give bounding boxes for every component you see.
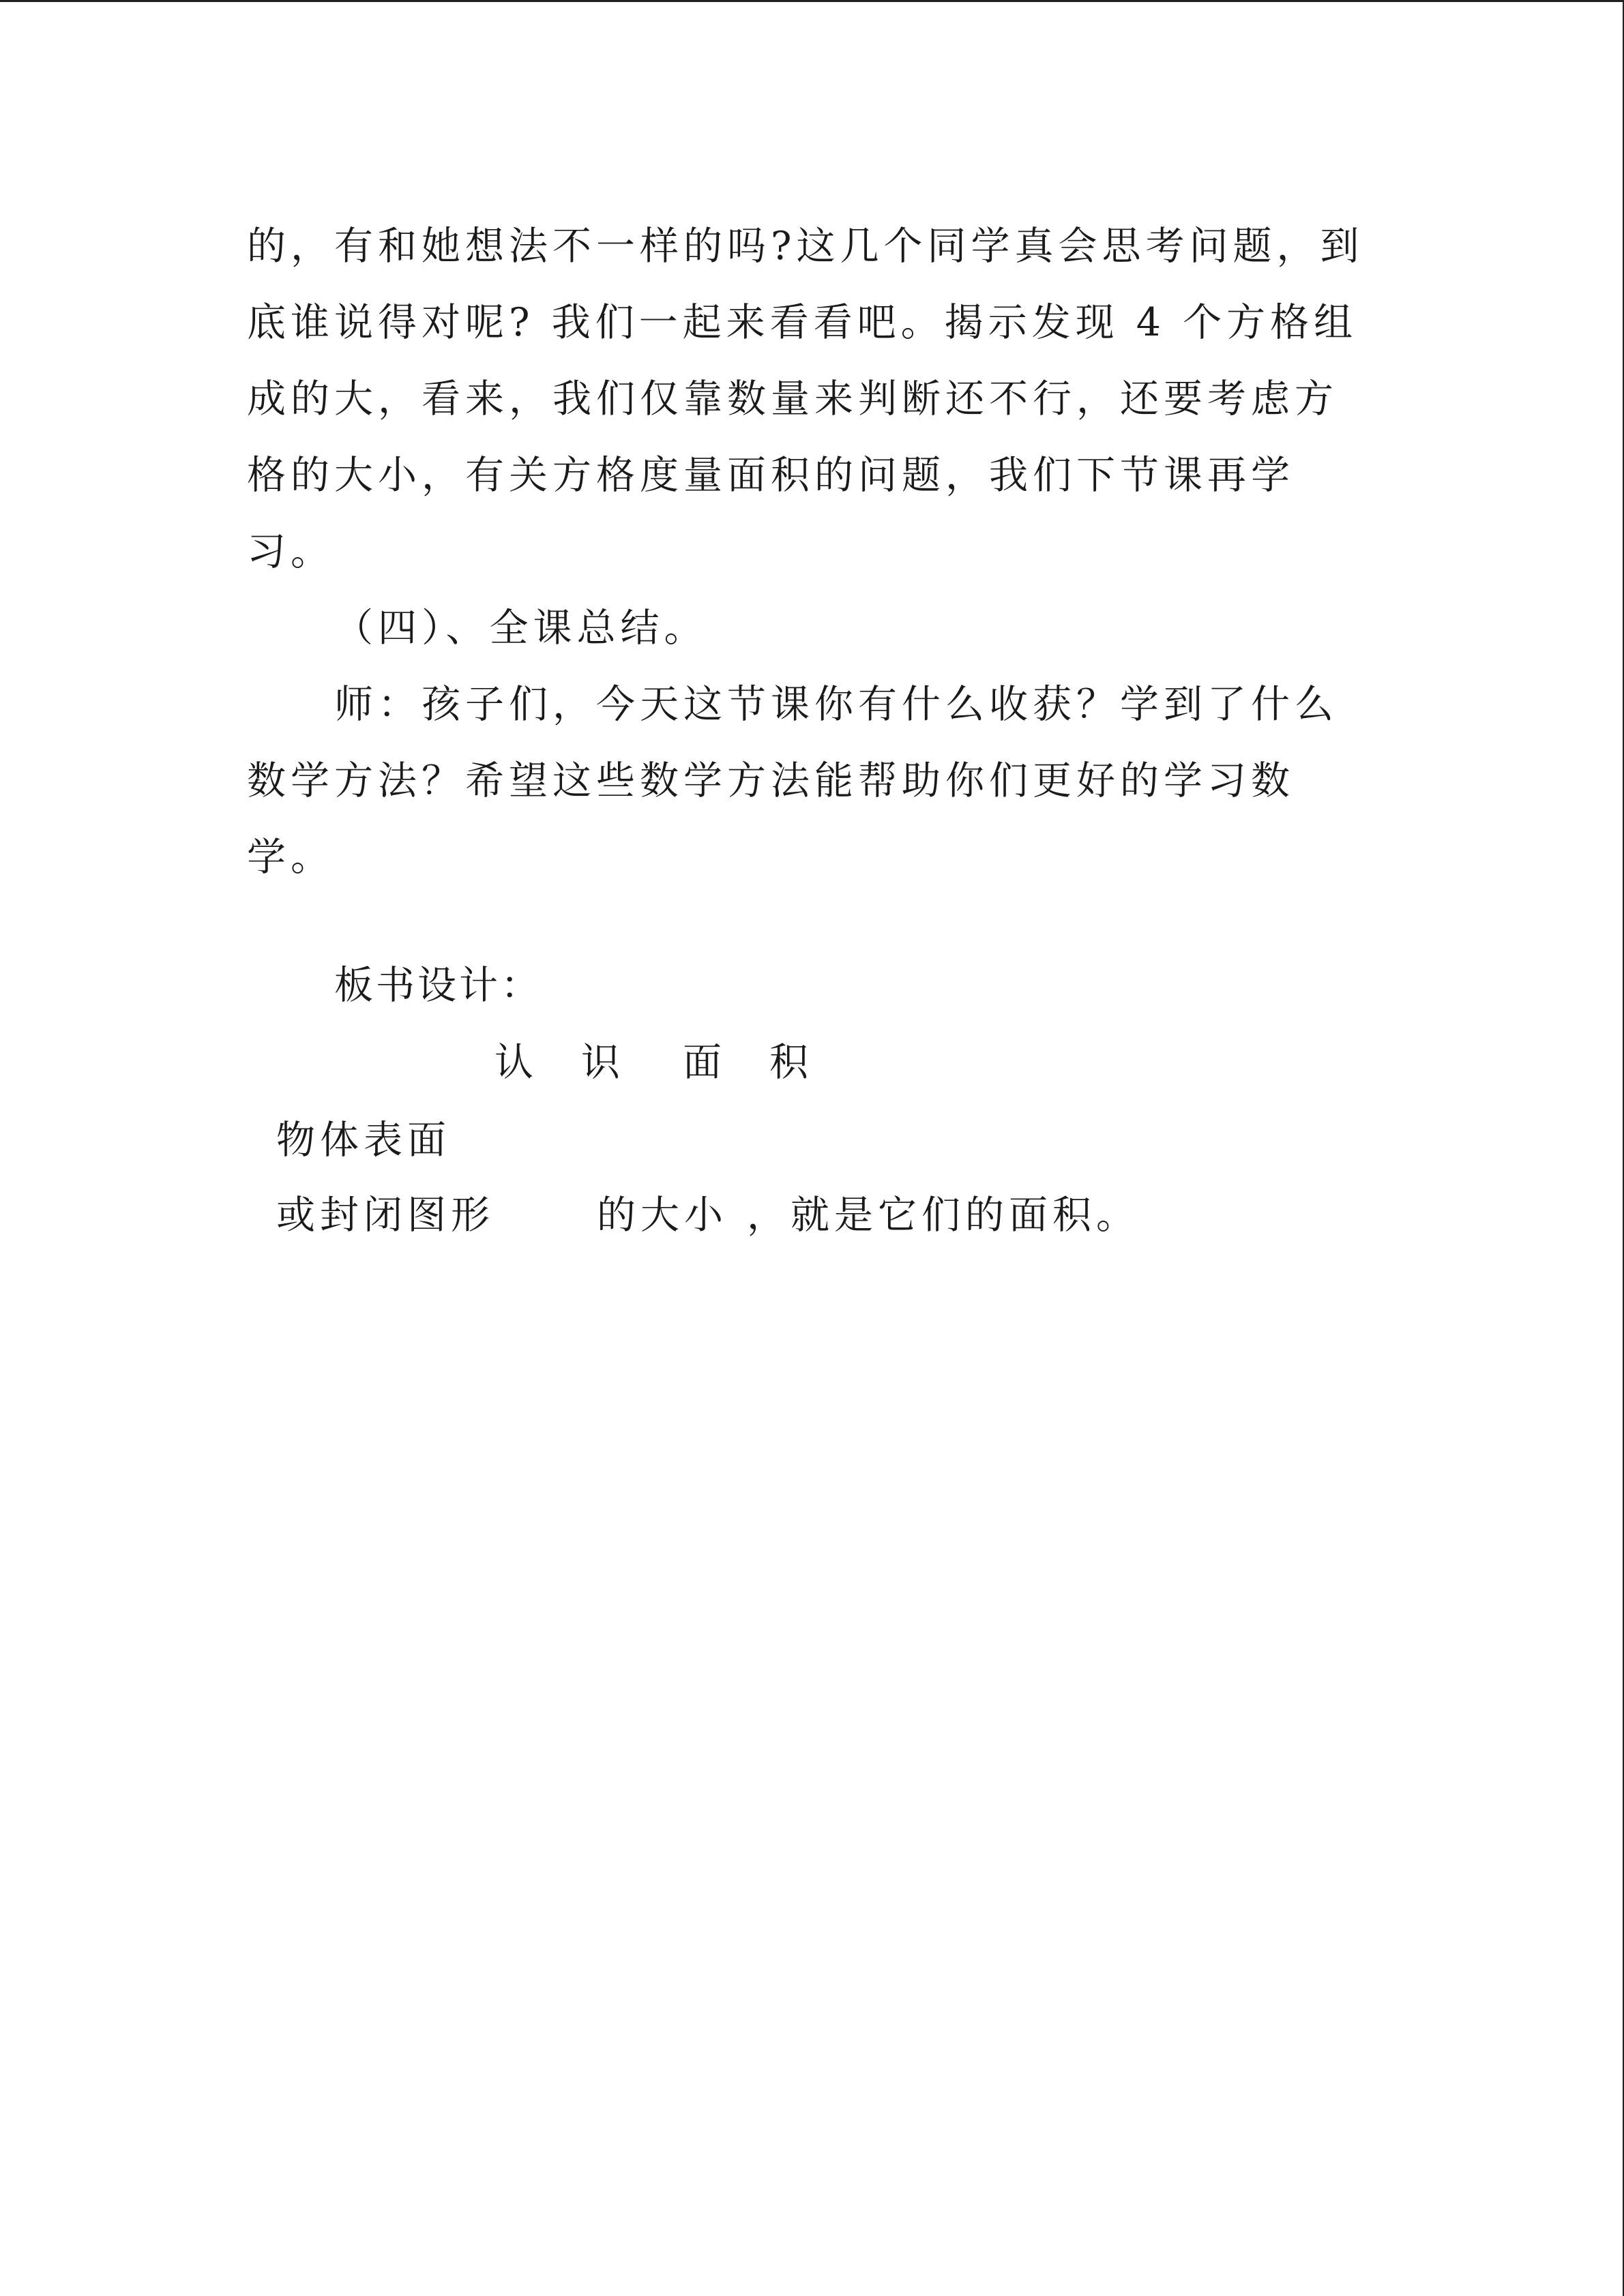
page-top-border <box>0 0 1624 2</box>
section-heading: （四）、全课总结。 <box>334 606 708 651</box>
paragraph-line: 成的大，看来，我们仅靠数量来判断还不行，还要考虑方 <box>247 376 1338 421</box>
paragraph-line: 底谁说得对呢? 我们一起来看看吧。揭示发现 4 个方格组 <box>247 300 1358 345</box>
board-heading <box>494 1028 808 1097</box>
paragraph-line: 格的大小，有关方格度量面积的问题，我们下节课再学 <box>247 453 1295 498</box>
board-heading-char: 认 <box>494 1040 533 1085</box>
board-heading-char: 面 <box>683 1040 722 1085</box>
paragraph-line: 师：孩子们，今天这节课你有什么收获？学到了什么 <box>334 682 1338 727</box>
paragraph-line: 的，有和她想法不一样的吗?这几个同学真会思考问题，到 <box>247 224 1364 269</box>
board-design-title: 板书设计： <box>334 963 542 1008</box>
paragraph-line: 学。 <box>247 835 334 880</box>
board-line-object-surface: 物体表面 <box>276 1118 451 1163</box>
board-text-left: 或封闭图形 <box>276 1193 494 1238</box>
document-body <box>247 208 1365 895</box>
paragraph-line: 数学方法？希望这些数学方法能帮助你们更好的学习数 <box>247 758 1295 803</box>
board-text-middle: 的大小 <box>597 1193 728 1238</box>
board-heading-char: 积 <box>769 1040 808 1085</box>
board-line-closed-figure <box>276 1181 1140 1249</box>
board-text-right: ，就是它们的面积。 <box>747 1193 1140 1238</box>
paragraph-line: 习。 <box>247 529 334 574</box>
board-heading-char: 识 <box>581 1040 620 1085</box>
